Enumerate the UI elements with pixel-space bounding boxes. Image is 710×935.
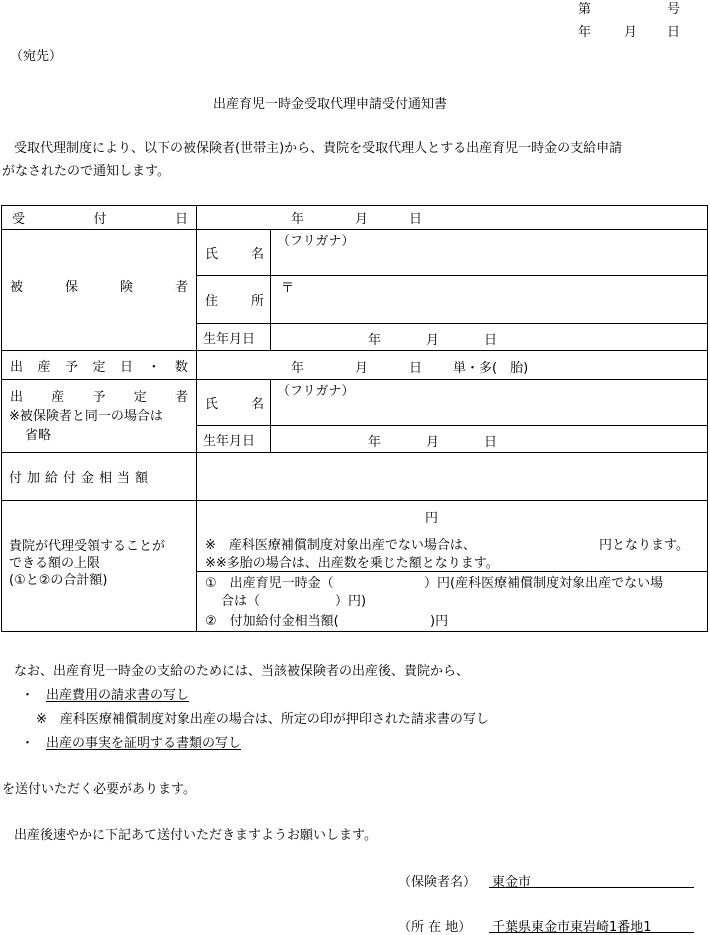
application-table: [1, 205, 708, 632]
addressee: （宛先）: [10, 49, 63, 64]
shimei-char: 名: [250, 247, 264, 262]
shimei-char: 氏: [205, 247, 219, 262]
bullet: ・: [21, 736, 35, 751]
header-hi: 日: [667, 25, 681, 40]
item1-note: ※ 産科医療補償制度対象出産の場合は、所定の印が押印された請求書の写し: [36, 712, 489, 727]
shozaichi-underline: [489, 932, 694, 933]
yotei-bi-char: 数: [174, 359, 188, 375]
yotei-sha-char: 出: [10, 390, 24, 405]
yotei-bi-char: 産: [37, 359, 51, 375]
hihokensha-shimei-label: [197, 230, 271, 276]
uketsuke-date-cell[interactable]: [197, 206, 708, 230]
yotei-sha-char: 産: [51, 390, 65, 405]
hokensha-label: （保険者名）: [398, 875, 477, 890]
fuka-label: 付加給付金相当額: [9, 471, 154, 486]
tai-count: 単・多( 胎): [453, 361, 529, 376]
hihokensha-seinengappi-field[interactable]: [271, 324, 708, 351]
shozaichi-label: （所 在 地）: [398, 920, 472, 935]
yotei-bi-label-cell: [2, 351, 197, 380]
yotei-sha-note-1: ※被保険者と同一の場合は: [9, 409, 163, 424]
yotei-bi-field[interactable]: [197, 351, 708, 380]
document-title: 出産育児一時金受取代理申請受付通知書: [213, 97, 448, 112]
onegai-text: 出産後速やかに下記あて送付いただきますようお願いします。: [14, 828, 377, 843]
yotei-bi-char: 出: [10, 359, 24, 375]
fuka-field[interactable]: [197, 453, 708, 501]
hihokensha-label-char: 険: [119, 279, 133, 295]
uketsuke-label-char: 付: [93, 212, 107, 227]
yotei-sha-char: 者: [174, 390, 188, 405]
uketsuke-tsuki: 月: [355, 212, 369, 227]
yotei-bi-char: 日: [119, 359, 133, 375]
jogen-note-2: ※※多胎の場合は、出産数を乗じた額となります。: [205, 556, 499, 571]
seinengappi-label: 生年月日: [203, 433, 256, 449]
item1-line1-a: ① 出産育児一時金（: [205, 576, 334, 591]
soufu-text: を送付いただく必要があります。: [2, 782, 196, 797]
shimei-char: 氏: [205, 397, 219, 412]
jogen-field: [197, 501, 708, 632]
yotei-sha-note-2: 省略: [25, 428, 52, 443]
header-tsuki: 月: [624, 25, 638, 40]
yotei-bi-tsuki: 月: [355, 361, 369, 376]
item2-b: )円: [430, 614, 449, 629]
shozaichi-value: 千葉県東金市東岩崎1番地1: [492, 920, 652, 935]
uketsuke-label-char: 日: [174, 212, 188, 227]
header-nen: 年: [578, 25, 592, 40]
yotei-sha-furigana: （フリガナ）: [277, 384, 355, 399]
jusho-char: 住: [205, 294, 219, 309]
jogen-label-3: (①と②の合計額): [9, 573, 108, 588]
hihokensha-label-char: 保: [64, 279, 78, 295]
yotei-sha-nen: 年: [368, 435, 382, 450]
item1-line2-b: ）円): [335, 594, 367, 609]
jogen-label-cell: [2, 501, 197, 632]
yotei-bi-char: ・: [147, 359, 161, 375]
fuka-label-cell: [2, 453, 197, 501]
yotei-sha-tsuki: 月: [426, 435, 440, 450]
yotei-bi-char: 定: [92, 359, 106, 375]
item1-text: 出産費用の請求書の写し: [46, 688, 190, 703]
item1-line2-a: 合は（: [221, 594, 261, 609]
jogen-label-1: 貴院が代理受領することが: [9, 539, 166, 554]
hihokensha-tsuki: 月: [426, 333, 440, 348]
hihokensha-jusho-field[interactable]: [271, 276, 708, 324]
uketsuke-label-cell: [2, 206, 197, 230]
yotei-sha-seinengappi-label: [197, 426, 271, 453]
yotei-bi-char: 予: [64, 359, 78, 375]
item2-text: 出産の事実を証明する書類の写し: [46, 736, 242, 751]
yotei-sha-hi: 日: [484, 435, 498, 450]
yotei-sha-char: 予: [92, 390, 106, 405]
seinengappi-label: 生年月日: [203, 331, 256, 347]
intro-line-1: 受取代理制度により、以下の被保険者(世帯主)から、貴院を受取代理人とする出産育児一時金の支給申請: [14, 141, 623, 156]
postal-mark: 〒: [281, 281, 295, 296]
hokensha-underline: [489, 887, 694, 888]
bullet: ・: [21, 688, 35, 703]
hihokensha-label-cell: [2, 230, 197, 351]
yotei-sha-seinengappi-field[interactable]: [271, 426, 708, 453]
item2-a: ② 付加給付金相当額(: [205, 614, 339, 629]
yotei-sha-shimei-label: [197, 380, 271, 426]
jogen-note-1-prefix: ※ 産科医療補償制度対象出産でない場合は、: [205, 538, 476, 553]
jogen-label-2: できる額の上限: [9, 556, 101, 571]
hihokensha-seinengappi-label: [197, 324, 271, 351]
hihokensha-shimei-field[interactable]: [271, 230, 708, 276]
header-dai: 第: [578, 2, 592, 17]
yotei-sha-label-cell: [2, 380, 197, 453]
yotei-bi-nen: 年: [291, 361, 305, 376]
hihokensha-hi: 日: [484, 333, 498, 348]
hihokensha-label-char: 被: [10, 279, 24, 295]
hihokensha-nen: 年: [368, 333, 382, 348]
intro-line-2: がなされたので通知します。: [2, 164, 170, 179]
uketsuke-nen: 年: [291, 212, 305, 227]
uketsuke-hi: 日: [409, 212, 423, 227]
hihokensha-furigana: （フリガナ）: [277, 234, 355, 249]
hihokensha-jusho-label: [197, 276, 271, 324]
hokensha-value: 東金市: [492, 875, 532, 890]
shimei-char: 名: [250, 397, 264, 412]
nao-text: なお、出産育児一時金の支給のためには、当該被保険者の出産後、貴院から、: [14, 664, 470, 679]
uketsuke-label-char: 受: [12, 212, 26, 227]
yotei-sha-shimei-field[interactable]: [271, 380, 708, 426]
yotei-sha-char: 定: [133, 390, 147, 405]
jusho-char: 所: [250, 294, 264, 309]
jogen-note-1-suffix: 円となります。: [599, 538, 689, 553]
header-gou: 号: [667, 2, 681, 17]
hihokensha-label-char: 者: [174, 279, 188, 295]
yotei-bi-hi: 日: [409, 361, 423, 376]
jogen-yen: 円: [425, 511, 439, 526]
item1-line1-b: ）円(産科医療補償制度対象出産でない場: [424, 576, 664, 591]
